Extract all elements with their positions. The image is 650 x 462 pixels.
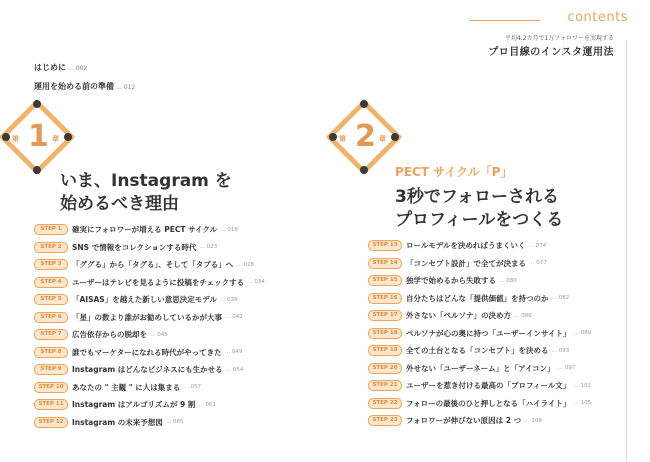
step-row[interactable] [34,221,265,239]
front-item-page: … 002 [68,65,88,72]
step-page: … 038 [219,296,238,303]
step-row[interactable] [34,396,265,414]
step-title: ユーザーを惹き付ける最高の「プロフィール文」 [406,381,571,391]
step-row[interactable] [368,237,591,255]
step-title: 自分たちはどんな「提供価値」を持つのか [406,293,549,303]
step-row[interactable] [368,255,591,273]
step-title: Instagram はどんなビジネスにも生かせる [72,365,223,375]
step-badge: STEP 10 [34,382,68,393]
step-badge: STEP 23 [368,415,402,426]
chapter1-suffix: 章 [52,135,59,143]
step-row[interactable] [368,377,591,395]
step-title: Instagram はアルゴリズムが 9 割 [72,400,196,410]
step-badge: STEP 20 [368,363,402,374]
chapter2-suffix: 章 [379,135,386,143]
step-page: … 057 [183,384,202,391]
step-row[interactable] [34,309,265,327]
diamond-left-dot [329,133,337,141]
step-badge: STEP 2 [34,242,68,253]
step-page: … 093 [551,347,570,354]
step-page: … 034 [247,279,265,286]
step-page: … 049 [224,349,243,356]
step-page: … 080 [499,277,517,284]
chapter2-badge [337,110,391,164]
step-title: ロールモデルを決めればうまくいく [406,241,526,251]
book-title: プロ目線のインスタ運用法 [488,47,614,58]
step-page: … 018 [220,226,238,233]
step-page: … 045 [150,331,168,338]
chapter1-title-line2: 始めるべき理由 [60,194,179,214]
book-sub-caption: 平均4.2カ月で1万フォロワーを実現する [504,35,614,42]
step-badge: STEP 22 [368,398,402,409]
step-title: 「AISAS」を越えた新しい意思決定モデル [72,295,217,305]
diamond-right-dot [64,133,72,141]
step-title: 独学で始めるから失敗する [406,276,496,286]
step-row[interactable] [368,412,591,430]
diamond-top-dot [360,100,368,108]
step-badge: STEP 21 [368,380,402,391]
step-row[interactable] [34,379,265,397]
chapter2-step-list [368,237,591,430]
step-page: … 086 [514,312,532,319]
step-row[interactable] [368,307,591,325]
diamond-left-dot [2,133,10,141]
chapter1-title-line1: いま、Instagram を [60,171,232,191]
front-item-intro[interactable] [34,62,87,73]
step-page: … 105 [573,400,592,407]
step-badge: STEP 9 [34,364,68,375]
front-item-page: … 012 [116,84,136,91]
chapter2-title [395,186,563,232]
step-title: 「コンセプト設計」で全てが決まる [406,258,526,268]
step-row[interactable] [34,274,265,292]
step-row[interactable] [34,326,265,344]
chapter2-title-line2: プロフィールをつくる [395,210,564,230]
step-title: SNS で情報をコレクションする時代 [72,242,197,252]
step-page: … 109 [524,417,542,424]
chapter1-step-list [34,221,265,431]
step-badge: STEP 17 [368,310,402,321]
header-rule [470,20,540,21]
step-page: … 065 [165,419,184,426]
step-page: … 054 [225,366,244,373]
chapter1-prefix: 第 [12,135,19,143]
step-badge: STEP 11 [34,399,68,410]
step-title: 広告依存からの脱却を [72,330,147,340]
step-row[interactable] [368,290,591,308]
step-title: 誰でもマーケターになれる時代がやってきた [72,347,222,357]
step-page: … 097 [557,365,576,372]
diamond-right-dot [391,133,399,141]
step-row[interactable] [368,395,591,413]
step-badge: STEP 5 [34,294,68,305]
step-title: 「ググる」から「タグる」、そして「タブる」へ [72,260,234,270]
chapter2-number: 2 [355,119,376,154]
step-row[interactable] [34,344,265,362]
step-badge: STEP 16 [368,293,402,304]
diamond-top-dot [33,100,41,108]
step-page: … 061 [198,401,217,408]
step-badge: STEP 4 [34,277,68,288]
step-row[interactable] [34,256,265,274]
step-title: 「星」の数より誰がお勧めしているかが大事 [72,312,222,322]
step-row[interactable] [368,272,591,290]
step-badge: STEP 13 [368,240,402,251]
step-page: … 042 [225,314,243,321]
step-badge: STEP 14 [368,258,402,269]
step-page: … 028 [236,261,254,268]
step-title: 外さない「ペルソナ」の決め方 [406,311,511,321]
chapter2-subtitle: PECT サイクル「P」 [395,165,513,179]
step-title: 確実にフォロワーが増える PECT サイクル [72,225,218,235]
diamond-bottom-dot [360,166,368,174]
step-badge: STEP 19 [368,345,402,356]
step-badge: STEP 3 [34,259,68,270]
page-edge-line [626,40,627,462]
step-page: … 089 [573,330,592,337]
chapter2-prefix: 第 [339,135,346,143]
diamond-bottom-dot [33,166,41,174]
step-badge: STEP 6 [34,312,68,323]
chapter1-title [60,170,232,216]
step-title: ペルソナが心の奥に持つ「ユーザーインサイト」 [406,328,571,338]
step-row[interactable] [34,291,265,309]
step-title: Instagram の未来予想図 [72,417,163,427]
front-item-title: 運用を始める前の準備 [34,82,114,91]
step-row[interactable] [368,342,591,360]
step-badge: STEP 15 [368,275,402,286]
step-row[interactable] [368,325,591,343]
step-title: あなたの " 主観 " に人は集まる [72,382,181,392]
step-page: … 077 [529,260,547,267]
step-page: … 074 [528,242,547,249]
step-row[interactable] [34,361,265,379]
step-row[interactable] [34,414,265,432]
front-item-title: はじめに [34,63,66,72]
step-row[interactable] [34,239,265,257]
chapter1-number: 1 [28,119,49,154]
chapter1-badge [10,110,64,164]
front-item-preparation[interactable] [34,81,135,92]
step-title: 全ての土台となる「コンセプト」を決める [406,346,549,356]
chapter2-title-line1: 3秒でフォローされる [395,187,559,207]
step-badge: STEP 8 [34,347,68,358]
step-badge: STEP 7 [34,329,68,340]
step-badge: STEP 18 [368,328,402,339]
step-row[interactable] [368,360,591,378]
step-page: … 082 [551,295,570,302]
step-title: ユーザーはテレビを見るように投稿をチェックする [72,277,245,287]
step-page: … 102 [573,382,591,389]
step-badge: STEP 1 [34,224,68,235]
contents-label: contents [567,10,628,25]
step-title: フォロワーが伸びない原因は 2 つ [406,416,522,426]
step-badge: STEP 12 [34,417,68,428]
step-page: … 023 [199,244,218,251]
step-title: 外せない「ユーザーネーム」と「アイコン」 [406,363,555,373]
step-title: フォローの最後のひと押しとなる「ハイライト」 [406,398,571,408]
